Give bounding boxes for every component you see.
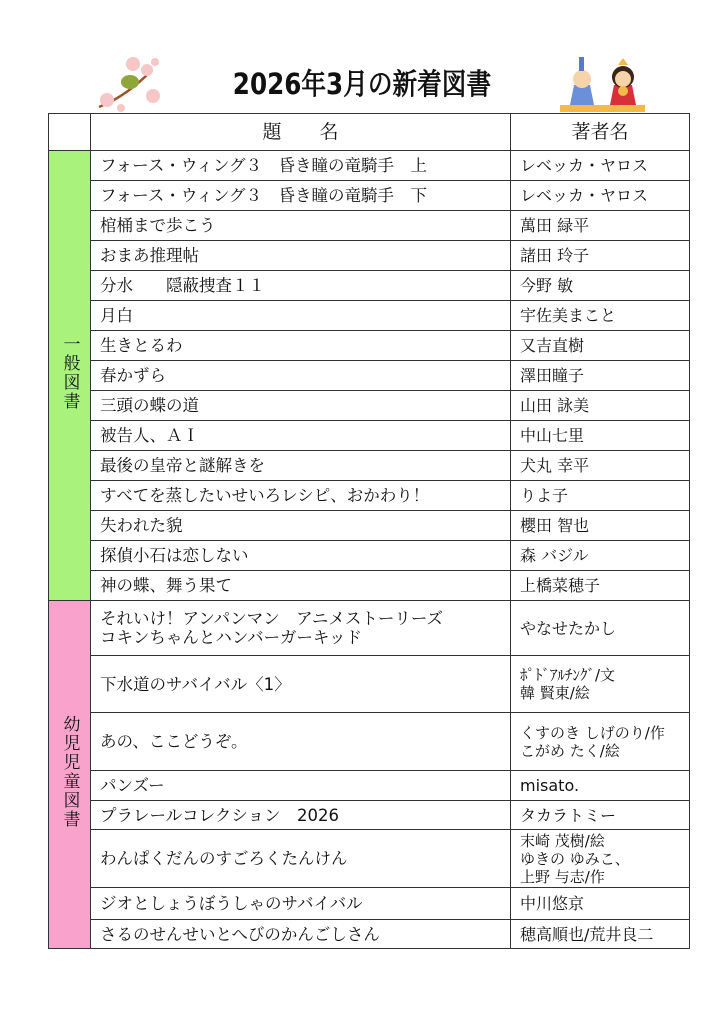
book-author (511, 771, 690, 801)
text-line: ゆきの ゆみこ、 (520, 849, 630, 868)
category-children (49, 601, 91, 949)
table-row (49, 391, 690, 421)
book-title: フォース・ウィング３ 昏き瞳の竜騎手 下 (91, 181, 511, 211)
table-row (49, 801, 690, 830)
book-title: 被告人、ＡＩ (91, 421, 511, 451)
title-header: 題 名 (91, 114, 511, 151)
book-author (511, 713, 690, 771)
table-row (49, 301, 690, 331)
table-row (49, 713, 690, 771)
book-title: 分水 隠蔽捜査１１ (91, 271, 511, 301)
book-author: レベッカ・ヤロス (511, 151, 690, 181)
category-general (49, 151, 91, 601)
book-title: 失われた貌 (91, 511, 511, 541)
table-row (49, 481, 690, 511)
book-title (91, 920, 511, 949)
text-line: こがめ たく/絵 (520, 741, 620, 760)
table-row (49, 656, 690, 713)
book-author (511, 888, 690, 920)
text-line: やなせたかし (520, 618, 617, 638)
book-title: すべてを蒸したいせいろレシピ、おかわり！ (91, 481, 511, 511)
text-line: 穂高順也/荒井良二 (520, 924, 654, 944)
text-line: それいけ！アンパンマン アニメストーリーズ (100, 609, 444, 628)
table-row (49, 771, 690, 801)
text-line: コキンちゃんとハンバーガーキッド (100, 628, 363, 647)
book-title (91, 888, 511, 920)
category-header (49, 114, 91, 151)
category-label: 一般図書 (59, 334, 80, 411)
text-line: ﾎﾟﾄﾞｱﾙﾁﾝｸﾞ/文 (520, 666, 616, 684)
table-row (49, 888, 690, 920)
book-author: 上橋菜穂子 (511, 571, 690, 601)
book-author: 萬田 緑平 (511, 211, 690, 241)
book-title: 生きとるわ (91, 331, 511, 361)
table-row (49, 211, 690, 241)
book-author: 諸田 玲子 (511, 241, 690, 271)
book-title: 最後の皇帝と謎解きを (91, 451, 511, 481)
book-author: 森 バジル (511, 541, 690, 571)
table-row (49, 151, 690, 181)
book-author: 今野 敏 (511, 271, 690, 301)
text-line: パンズー (100, 776, 165, 795)
book-author: 宇佐美まこと (511, 301, 690, 331)
table-header-row (49, 114, 690, 151)
table-row (49, 920, 690, 949)
author-header: 著者名 (511, 114, 690, 151)
table-row (49, 241, 690, 271)
book-author (511, 801, 690, 830)
page-title: 2026年3月の新着図書 (232, 67, 492, 101)
table-row (49, 541, 690, 571)
text-line: あの、ここどうぞ。 (100, 732, 248, 751)
table-row (49, 181, 690, 211)
book-author: りよ子 (511, 481, 690, 511)
text-line: 下水道のサバイバル〈1〉 (100, 674, 291, 694)
book-title: 棺桶まで歩こう (91, 211, 511, 241)
book-title: 月白 (91, 301, 511, 331)
book-title (91, 656, 511, 713)
text-line: 上野 与志/作 (520, 867, 605, 886)
book-author: 澤田瞳子 (511, 361, 690, 391)
book-author: 山田 詠美 (511, 391, 690, 421)
book-author: 又吉直樹 (511, 331, 690, 361)
book-author: 中山七里 (511, 421, 690, 451)
text-line: 韓 賢東/絵 (520, 684, 590, 702)
text-line: タカラトミー (520, 805, 617, 825)
book-title: 神の蝶、舞う果て (91, 571, 511, 601)
book-title: フォース・ウィング３ 昏き瞳の竜騎手 上 (91, 151, 511, 181)
text-line: さるのせんせいとへびのかんごしさん (100, 924, 380, 944)
book-author (511, 830, 690, 888)
table-row (49, 271, 690, 301)
book-author: 犬丸 幸平 (511, 451, 690, 481)
table-row (49, 571, 690, 601)
text-line: 中川悠京 (520, 894, 585, 913)
text-line: プラレールコレクション 2026 (100, 805, 340, 825)
book-author (511, 656, 690, 713)
book-author (511, 920, 690, 949)
book-title (91, 601, 511, 656)
table-row (49, 511, 690, 541)
book-author: 櫻田 智也 (511, 511, 690, 541)
book-title: 三頭の蝶の道 (91, 391, 511, 421)
book-title (91, 830, 511, 888)
book-title (91, 801, 511, 830)
text-line: わんぱくだんのすごろくたんけん (100, 849, 348, 868)
book-title (91, 771, 511, 801)
book-title: 探偵小石は恋しない (91, 541, 511, 571)
book-author: レベッカ・ヤロス (511, 181, 690, 211)
table-row (49, 830, 690, 888)
text-line: くすのき しげのり/作 (520, 723, 665, 742)
book-title: 春かずら (91, 361, 511, 391)
text-line: misato. (520, 776, 580, 795)
table-row (49, 421, 690, 451)
table-row (49, 361, 690, 391)
table-row (49, 331, 690, 361)
book-title: おまあ推理帖 (91, 241, 511, 271)
book-title (91, 713, 511, 771)
table-row (49, 451, 690, 481)
text-line: ジオとしょうぼうしゃのサバイバル (100, 894, 363, 913)
table-row (49, 601, 690, 656)
text-line: 末崎 茂樹/絵 (520, 831, 605, 850)
book-author (511, 601, 690, 656)
new-books-table (48, 113, 690, 949)
category-label: 幼児児童図書 (59, 714, 80, 829)
